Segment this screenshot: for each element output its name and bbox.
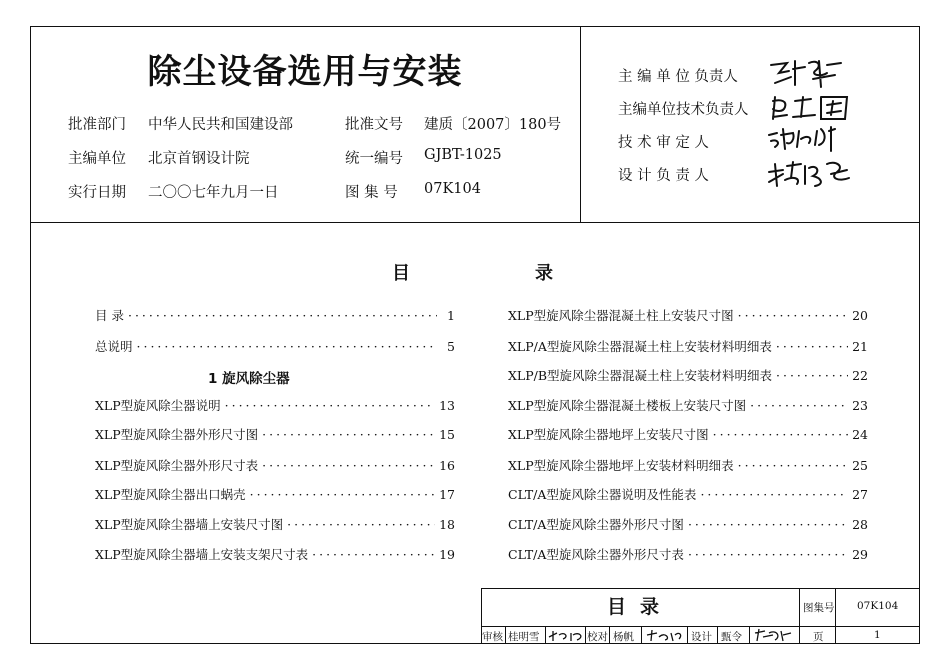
toc-dot-leader [776,339,848,354]
chief-unit-tech-leader-label: 主编单位技术负责人 [618,102,749,118]
toc-entry-page: 19 [439,547,455,562]
page-label: 页 [813,631,824,643]
contents-heading-left: 目 [392,263,410,284]
toc-section-heading: 1 旋风除尘器 [208,371,290,387]
toc-entry-title: 总说明 [95,339,133,354]
toc-entry[interactable] [508,337,868,355]
toc-entry[interactable] [508,515,868,533]
toc-entry-title: XLP型旋风除尘器说明 [95,398,221,413]
design-signature [753,627,793,643]
atlas-no-value: 07K104 [857,600,899,612]
title-block-cell-divider [641,626,642,644]
check-label: 校对 [587,631,608,643]
toc-entry-title: XLP/A型旋风除尘器混凝土柱上安装材料明细表 [508,339,772,354]
toc-entry-page: 15 [439,427,455,442]
title-block-cell-divider [717,626,718,644]
toc-entry-page: 13 [439,398,455,413]
toc-entry-title: CLT/A型旋风除尘器外形尺寸表 [508,547,684,562]
header-vertical-divider [580,26,581,222]
toc-entry[interactable] [95,515,455,533]
chief-unit-leader-label: 主 编 单 位 负责人 [618,69,738,85]
toc-entry[interactable] [508,396,868,414]
toc-dot-leader [287,517,435,532]
toc-entry-page: 25 [852,458,868,473]
review-name: 桂明雪 [508,631,540,643]
toc-entry[interactable] [95,485,455,503]
toc-entry-title: XLP型旋风除尘器外形尺寸表 [95,458,259,473]
toc-entry[interactable] [508,425,868,443]
chief-unit-label: 主编单位 [68,151,126,167]
title-block-cell-divider [609,626,610,644]
toc-entry-page: 29 [852,547,868,562]
toc-dot-leader [312,547,435,562]
toc-dot-leader [750,398,848,413]
title-block-cell-divider [687,626,688,644]
title-block-cell-divider [545,626,546,644]
toc-entry-page: 23 [852,398,868,413]
toc-entry-page: 18 [439,517,455,532]
title-block-title: 目录 [606,596,673,618]
toc-dot-leader [738,308,848,323]
signature-chief-unit-tech-leader [765,89,855,123]
toc-entry[interactable] [95,545,455,563]
design-label: 设计 [691,631,712,643]
toc-entry-page: 20 [852,308,868,323]
toc-entry-page: 22 [852,368,868,383]
title-block-col-divider [835,588,836,644]
check-signature [645,627,685,643]
chief-unit-value: 北京首钢设计院 [148,151,250,167]
toc-entry-title: XLP/B型旋风除尘器混凝土柱上安装材料明细表 [508,368,773,383]
toc-entry-page: 16 [439,458,455,473]
signature-chief-unit-leader [765,55,855,89]
toc-entry-title: XLP型旋风除尘器出口蜗壳 [95,487,246,502]
toc-entry[interactable] [508,306,868,324]
toc-entry-page: 1 [447,308,455,323]
toc-dot-leader [225,398,435,413]
toc-dot-leader [262,458,435,473]
toc-entry-title: XLP型旋风除尘器地坪上安装尺寸图 [508,427,709,442]
approval-dept-label: 批准部门 [68,117,126,133]
toc-dot-leader [128,308,437,323]
title-block-cell-divider [749,626,750,644]
toc-dot-leader [738,458,848,473]
review-label: 审核 [482,631,503,643]
signature-design-leader [765,156,855,190]
approval-doc-value: 建质〔2007〕180号 [424,117,562,133]
check-name: 杨帆 [613,631,634,643]
toc-dot-leader [688,547,848,562]
approval-doc-label: 批准文号 [345,117,403,133]
toc-entry-title: CLT/A型旋风除尘器说明及性能表 [508,487,697,502]
review-signature [547,627,587,643]
toc-entry-page: 27 [852,487,868,502]
toc-dot-leader [688,517,848,532]
toc-entry-title: XLP型旋风除尘器墙上安装尺寸图 [95,517,284,532]
toc-dot-leader [262,427,435,442]
toc-dot-leader [250,487,435,502]
technical-approver-label: 技 术 审 定 人 [618,135,709,151]
toc-dot-leader [776,368,848,383]
toc-entry-title: XLP型旋风除尘器外形尺寸图 [95,427,259,442]
toc-entry[interactable] [508,485,868,503]
toc-entry-page: 21 [852,339,868,354]
toc-entry-title: CLT/A型旋风除尘器外形尺寸图 [508,517,684,532]
toc-entry-title: XLP型旋风除尘器混凝土柱上安装尺寸图 [508,308,734,323]
approval-dept-value: 中华人民共和国建设部 [148,117,293,133]
toc-entry-title: XLP型旋风除尘器混凝土楼板上安装尺寸图 [508,398,747,413]
atlas-number-value: 07K104 [424,181,481,197]
atlas-number-label: 图 集 号 [345,185,398,201]
effective-date-value: 二〇〇七年九月一日 [148,185,279,201]
toc-entry[interactable] [95,456,455,474]
unified-number-value: GJBT-1025 [424,147,502,163]
toc-entry[interactable] [95,337,455,355]
toc-entry-page: 5 [447,339,455,354]
design-leader-label: 设 计 负 责 人 [618,168,709,184]
effective-date-label: 实行日期 [68,185,126,201]
toc-entry-page: 17 [439,487,455,502]
contents-heading-right: 录 [535,263,553,284]
toc-entry[interactable] [508,545,868,563]
toc-entry-title: XLP型旋风除尘器地坪上安装材料明细表 [508,458,734,473]
toc-entry-page: 28 [852,517,868,532]
page-value: 1 [874,629,881,641]
toc-entry-title: 目 录 [95,308,124,323]
toc-entry-title: XLP型旋风除尘器墙上安装支架尺寸表 [95,547,309,562]
toc-dot-leader [137,339,437,354]
title-block-col-divider [799,588,800,644]
toc-entry[interactable] [508,366,868,384]
toc-entry[interactable] [95,306,455,324]
toc-entry[interactable] [95,396,455,414]
design-name: 甄令 [721,631,742,643]
title-block [481,588,920,644]
atlas-no-label: 图集号 [803,602,835,614]
toc-entry-page: 24 [852,427,868,442]
toc-entry[interactable] [95,425,455,443]
atlas-title: 除尘设备选用与安装 [147,52,463,92]
unified-number-label: 统一编号 [345,151,403,167]
toc-dot-leader [700,487,848,502]
toc-dot-leader [713,427,848,442]
header-divider [30,222,920,223]
title-block-cell-divider [505,626,506,644]
toc-entry[interactable] [508,456,868,474]
signature-technical-approver [765,121,855,155]
